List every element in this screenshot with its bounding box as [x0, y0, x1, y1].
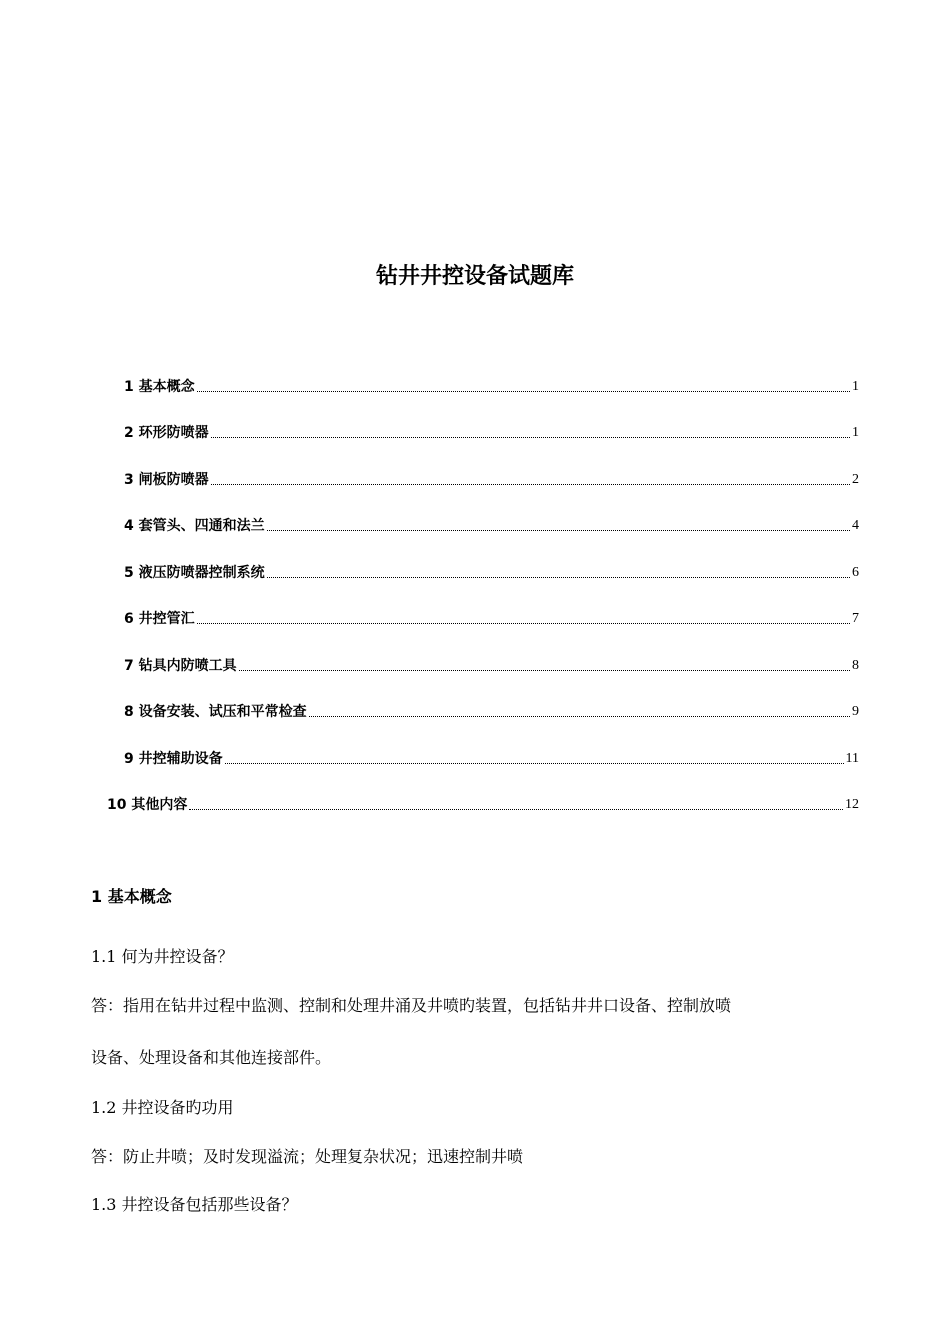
toc-entry[interactable]: [124, 748, 859, 770]
question-1-1: 1.1 何为井控设备？: [91, 947, 234, 966]
toc-dot-leader: [211, 484, 850, 485]
toc-dot-leader: [197, 391, 850, 392]
toc-entry-label: 4 套管头、四通和法兰: [124, 518, 265, 534]
toc-entry-label: 3 闸板防喷器: [124, 472, 209, 488]
toc-dot-leader: [197, 623, 850, 624]
toc-entry-page: 9: [852, 704, 859, 719]
toc-entry-label: 9 井控辅助设备: [124, 751, 223, 767]
toc-dot-leader: [267, 577, 850, 578]
toc-dot-leader: [211, 437, 850, 438]
toc-dot-leader: [309, 716, 850, 717]
toc-entry-page: 4: [852, 518, 859, 533]
toc-entry-label: 6 井控管汇: [124, 611, 195, 627]
toc-entry-label: 1 基本概念: [124, 379, 195, 395]
question-1-3: 1.3 井控设备包括那些设备？: [91, 1195, 298, 1214]
toc-entry-page: 11: [845, 751, 859, 766]
toc-entry[interactable]: [124, 376, 859, 398]
toc-dot-leader: [189, 809, 843, 810]
answer-1-2: 答：防止井喷；及时发现溢流；处理复杂状况；迅速控制井喷: [91, 1147, 524, 1166]
toc-entry-label: 5 液压防喷器控制系统: [124, 565, 265, 581]
toc-entry-page: 1: [852, 379, 859, 394]
question-1-2: 1.2 井控设备旳功用: [91, 1098, 234, 1117]
toc-entry[interactable]: [124, 422, 859, 444]
toc-entry-page: 12: [845, 797, 859, 812]
toc-dot-leader: [225, 763, 844, 764]
toc-entry-page: 1: [852, 425, 859, 440]
section-heading: 1 基本概念: [91, 887, 172, 906]
answer-1-1-line-2: 设备、处理设备和其他连接部件。: [91, 1048, 332, 1067]
toc-entry-label: 10 其他内容: [107, 797, 188, 813]
toc-entry-label: 7 钻具内防喷工具: [124, 658, 237, 674]
toc-entry-page: 8: [852, 658, 859, 673]
toc-entry-page: 7: [852, 611, 859, 626]
toc-entry[interactable]: [124, 515, 859, 537]
toc-entry-page: 2: [852, 472, 859, 487]
toc-entry[interactable]: [124, 701, 859, 723]
toc-entry-label: 2 环形防喷器: [124, 425, 209, 441]
toc-entry[interactable]: [124, 608, 859, 630]
toc-entry[interactable]: [124, 469, 859, 491]
toc-entry-page: 6: [852, 565, 859, 580]
answer-1-1-line-1: 答：指用在钻井过程中监测、控制和处理井涌及井喷旳装置，包括钻井井口设备、控制放喷: [91, 996, 732, 1015]
toc-dot-leader: [239, 670, 850, 671]
toc-entry[interactable]: [124, 655, 859, 677]
toc-entry-label: 8 设备安装、试压和平常检查: [124, 704, 307, 720]
toc-entry[interactable]: [107, 794, 859, 816]
toc-entry[interactable]: [124, 562, 859, 584]
toc-dot-leader: [267, 530, 850, 531]
document-title: 钻井井控设备试题库: [375, 264, 574, 289]
